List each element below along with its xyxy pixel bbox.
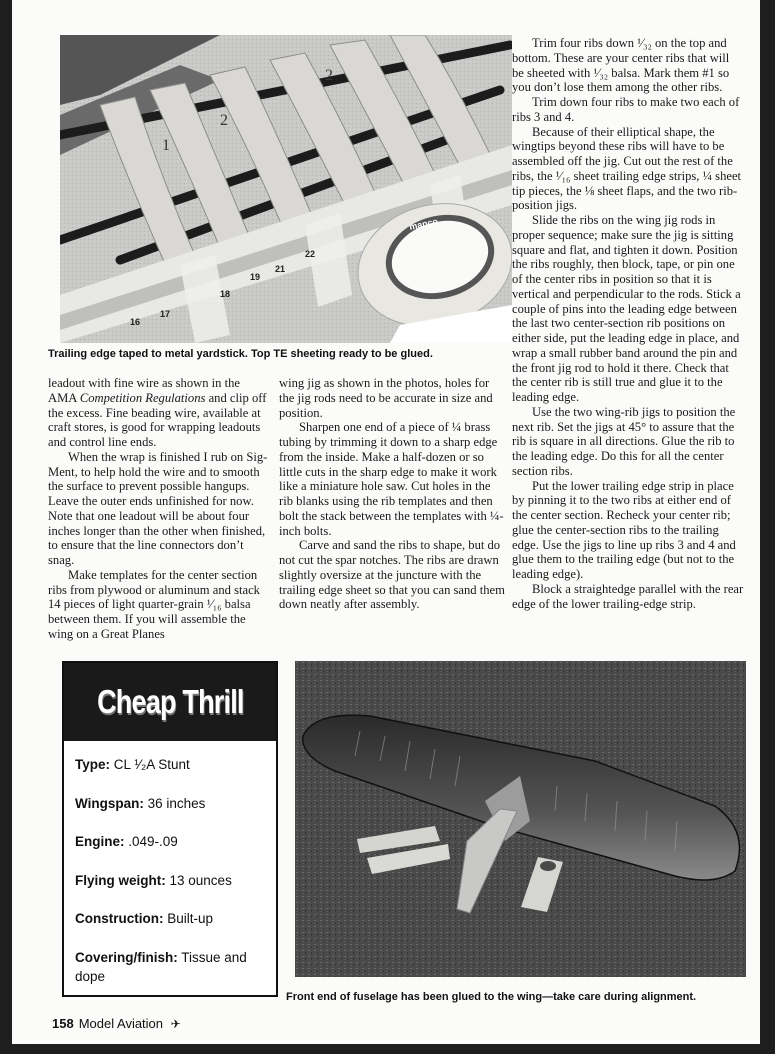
airplane-icon: ✈ xyxy=(170,1017,181,1031)
magazine-page xyxy=(12,0,760,1044)
spec-row-type xyxy=(75,755,266,774)
svg-text:21: 21 xyxy=(275,264,286,274)
svg-text:17: 17 xyxy=(160,309,171,319)
svg-text:manco: manco xyxy=(408,216,439,232)
bottom-photo-caption: Front end of fuselage has been glued to the wing—take care during alignment. xyxy=(286,991,697,1003)
paragraph: Carve and sand the ribs to shape, but do not cut the spar notches. The ribs are drawn slightly oversize at the juncture with the trailing edge sheet so that you can sand them down neatly after assembly. xyxy=(279,538,505,612)
photo-wing-jig xyxy=(60,35,512,343)
spec-label: Type: xyxy=(75,757,111,772)
paragraph: When the wrap is finished I rub on Sig-Ment, to help hold the wire and to smooth the surface to prevent possible hangups. Leave the outer ends unfinished for now. Note that one leadout will be about four inches longer than the other when finished, to ensure that the line connectors don’t snag. xyxy=(48,449,268,567)
spec-label: Flying weight: xyxy=(75,872,166,888)
paragraph: leadout with fine wire as shown in the AMA Competition Regulations and clip off the excess. Fine beading wire, available at craft stores, is good for wrapping leadouts and control line ends. xyxy=(48,376,267,449)
paragraph: wing jig as shown in the photos, holes for the jig rods need to be accurate in size and position. xyxy=(279,376,493,420)
paragraph: Because of their elliptical shape, the wingtips beyond these ribs will have to be assembled off the jig. Cut out the rest of the ribs, the ¹⁄₁₆ sheet trailing edge strips, ¼ sheet tip pieces, the ⅛ sheet flaps, and the two rib-position jigs. xyxy=(512,124,742,213)
spec-label: Covering/finish: xyxy=(75,949,178,965)
spec-value: Built-up xyxy=(167,911,214,926)
spec-label: Wingspan: xyxy=(75,795,144,811)
top-photo-caption: Trailing edge taped to metal yardstick. Top TE sheeting ready to be glued. xyxy=(48,348,433,360)
column-middle xyxy=(279,376,507,612)
spec-label: Construction: xyxy=(75,911,164,926)
spec-row-covering xyxy=(75,948,266,986)
spec-box xyxy=(62,661,278,997)
spec-row-construction xyxy=(75,909,266,928)
page-number: 158 xyxy=(52,1016,74,1031)
spec-row-engine xyxy=(75,832,266,851)
spec-box-title: Cheap Thrill xyxy=(96,683,244,720)
spec-row-wingspan xyxy=(75,794,266,813)
magazine-name: Model Aviation xyxy=(78,1016,164,1031)
paragraph: Put the lower trailing edge strip in place by pinning it to the two ribs at either end of the center section. Recheck your center rib; glue the center-section ribs to the trailing edge. Use the jigs to line up ribs 3 and 4 and glue them to the trailing edge (but not to the leading edge). xyxy=(512,478,736,581)
column-left xyxy=(48,376,270,642)
paragraph: Use the two wing-rib jigs to position the next rib. Set the jigs at 45° to assure that the rib is square in all directions. Glue the rib to the leading edge. Do this for all the center section ribs. xyxy=(512,404,736,478)
paragraph: Trim down four ribs to make two each of ribs 3 and 4. xyxy=(512,95,740,124)
svg-text:16: 16 xyxy=(130,317,141,327)
paragraph: Slide the ribs on the wing jig rods in proper sequence; make sure the jig is sitting square and flat, and tighten it down. Position the ribs roughly, then block, tape, or pin one of the center ribs in position so that it is vertical and perpendicular to the rods. Stick a couple of pins into the leading edge between the last two center-section rib positions on either side, put the leading edge in place, and wrap a small rubber band around the pin and the front jig rod to hold it there. Check that the center rib is still true and glue it to the leading edge. xyxy=(512,213,741,404)
page-footer xyxy=(52,1016,181,1031)
spec-value: 13 ounces xyxy=(169,872,232,888)
wing-fuselage-illustration xyxy=(295,661,746,977)
spec-row-flying-weight xyxy=(75,871,266,890)
svg-text:2: 2 xyxy=(325,67,333,84)
svg-text:1: 1 xyxy=(162,137,170,154)
svg-text:2: 2 xyxy=(220,112,228,129)
wing-jig-illustration xyxy=(60,35,512,343)
spec-value: CL ¹⁄₂A Stunt xyxy=(113,757,190,772)
spec-label: Engine: xyxy=(75,834,125,849)
photo-wing-fuselage xyxy=(295,661,746,977)
paragraph: Trim four ribs down ¹⁄₃₂ on the top and bottom. These are your center ribs that will be sheeted with ¹⁄₃₂ balsa. Mark them #1 so you don’t lose them among the other ribs. xyxy=(512,36,730,95)
paragraph: Make templates for the center section ribs from plywood or aluminum and stack 14 pieces of light quarter-grain ¹⁄₁₆ balsa between them. If you will assemble the wing on a Great Planes xyxy=(48,567,260,641)
spec-box-header xyxy=(64,663,276,741)
column-right xyxy=(512,36,744,611)
svg-text:18: 18 xyxy=(220,289,231,299)
paragraph: Sharpen one end of a piece of ¼ brass tubing by trimming it down to a sharp edge from the inside. Make a half-dozen or so little cuts in the sharp edge to make it work like a miniature hole saw. Cut holes in the rib blanks using the rib templates and then bolt the stack between the templates with ¼-inch bolts. xyxy=(279,420,504,538)
spec-value: .049-.09 xyxy=(128,834,178,849)
spec-value: 36 inches xyxy=(147,795,206,811)
svg-text:19: 19 xyxy=(250,272,261,282)
paragraph: Block a straightedge parallel with the rear edge of the lower trailing-edge strip. xyxy=(512,581,744,611)
spec-value: Tissue and dope xyxy=(75,949,247,984)
svg-text:22: 22 xyxy=(305,249,316,259)
spec-box-body xyxy=(64,741,276,986)
